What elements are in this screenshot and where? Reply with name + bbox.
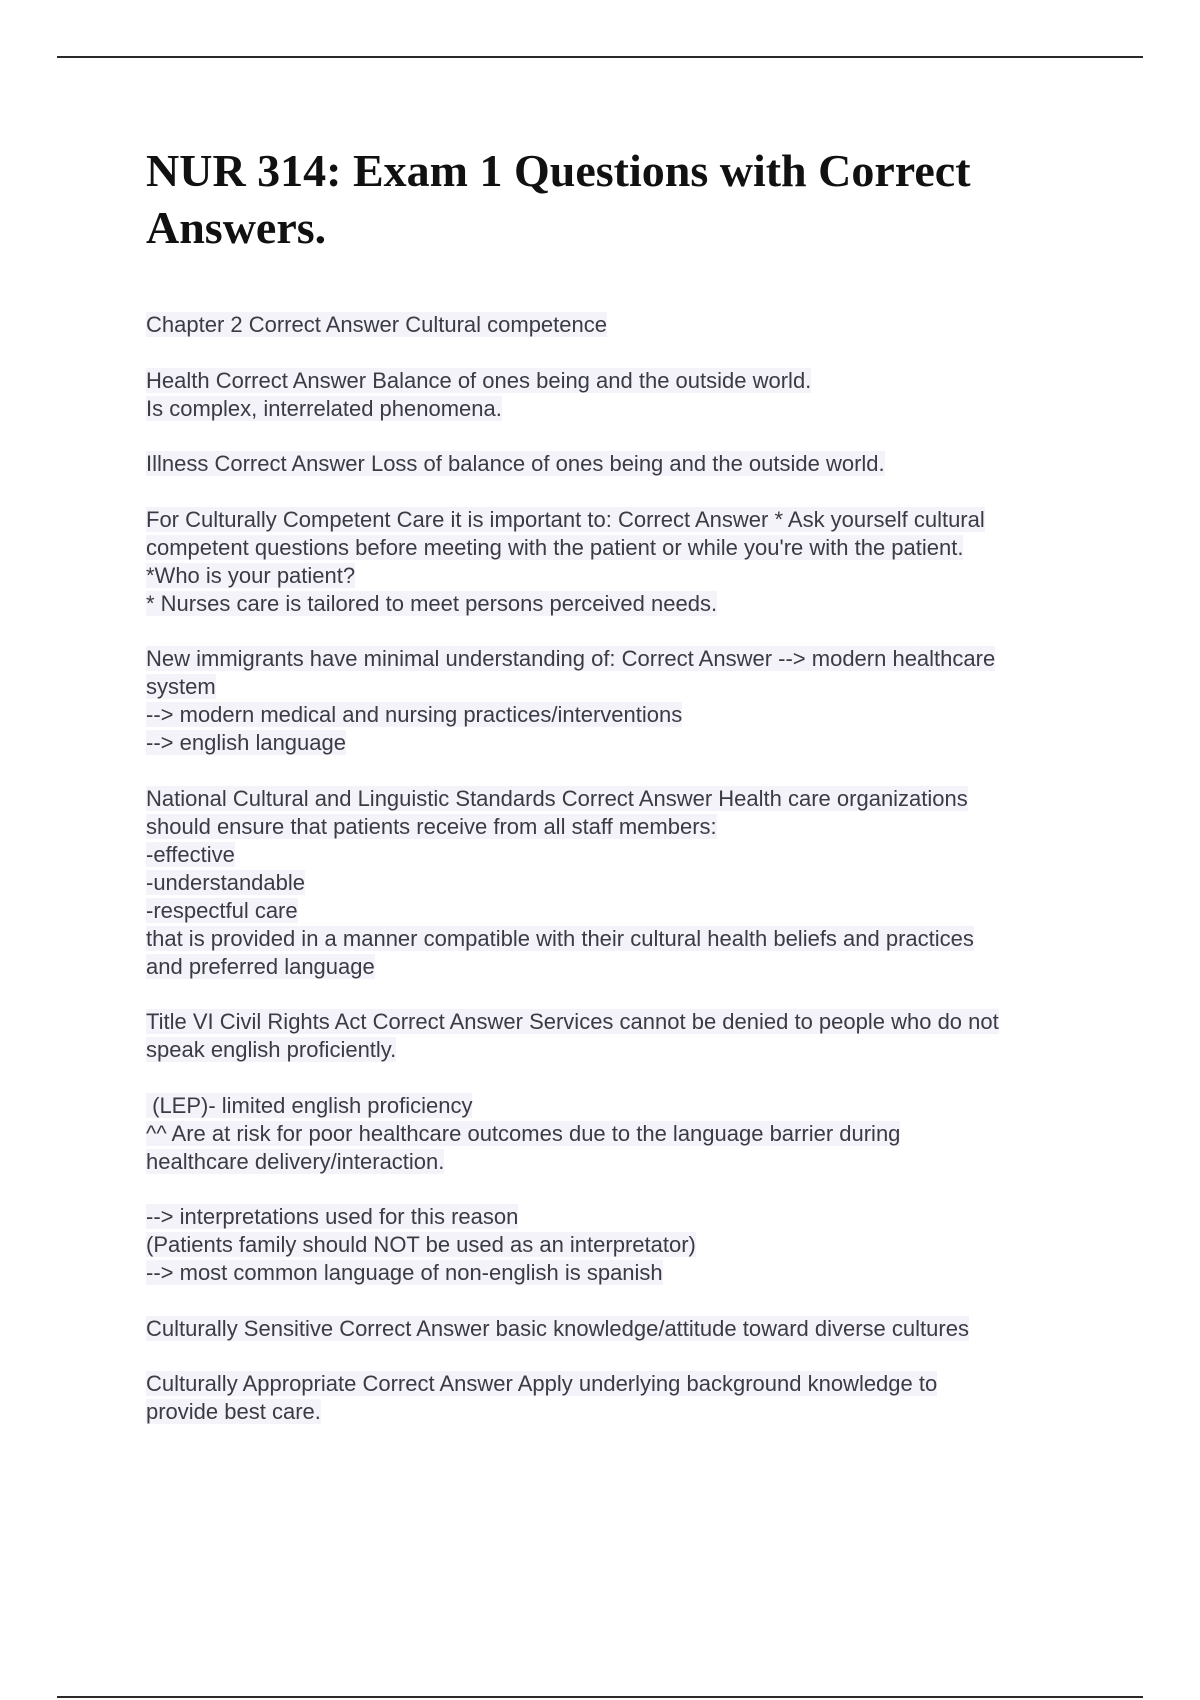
qa-line-text: --> interpretations used for this reason [146, 1204, 519, 1229]
qa-item [146, 450, 1096, 478]
qa-item [146, 506, 1096, 618]
qa-line [146, 841, 1096, 869]
qa-line-text: Chapter 2 Correct Answer Cultural competence [146, 312, 607, 337]
qa-line [146, 1231, 1096, 1259]
qa-line [146, 1008, 1096, 1036]
qa-line [146, 395, 1096, 423]
qa-line-text: Is complex, interrelated phenomena. [146, 395, 502, 421]
qa-line-text: For Culturally Competent Care it is important to: Correct Answer * Ask yourself cultural [146, 506, 985, 532]
qa-line-text: --> english language [146, 730, 346, 755]
qa-item [146, 311, 1096, 339]
qa-line [146, 534, 1096, 562]
qa-item [146, 1092, 1096, 1176]
qa-line [146, 1120, 1096, 1148]
qa-line-text: system [146, 674, 216, 699]
qa-line [146, 869, 1096, 897]
qa-item [146, 1008, 1096, 1064]
qa-line [146, 1259, 1096, 1287]
qa-line-text: that is provided in a manner compatible with their cultural health beliefs and practices [146, 925, 974, 951]
qa-item [146, 1315, 1096, 1343]
qa-line-text: * Nurses care is tailored to meet persons perceived needs. [146, 590, 718, 616]
qa-line [146, 506, 1096, 534]
qa-line-text: and preferred language [146, 953, 375, 979]
qa-line [146, 1203, 1096, 1231]
qa-line-text: speak english proficiently. [146, 1037, 397, 1062]
qa-line-text: -effective [146, 841, 235, 867]
qa-line-text: Culturally Appropriate Correct Answer Apply underlying background knowledge to [146, 1371, 938, 1396]
qa-line-text: Health Correct Answer Balance of ones being and the outside world. [146, 367, 812, 393]
qa-line-text: Illness Correct Answer Loss of balance of ones being and the outside world. [146, 451, 885, 476]
qa-line-text: --> modern medical and nursing practices/interventions [146, 702, 683, 727]
qa-line-text: should ensure that patients receive from all staff members: [146, 813, 717, 839]
qa-line [146, 1315, 1096, 1343]
qa-line-text: *Who is your patient? [146, 562, 356, 588]
qa-line-text: -respectful care [146, 897, 298, 923]
qa-line [146, 1036, 1096, 1064]
qa-item [146, 1203, 1096, 1287]
qa-line [146, 953, 1096, 981]
qa-item [146, 367, 1096, 423]
qa-line-text: competent questions before meeting with the patient or while you're with the patient. [146, 534, 964, 560]
qa-line [146, 367, 1096, 395]
qa-line [146, 813, 1096, 841]
qa-line [146, 729, 1096, 757]
qa-line [146, 925, 1096, 953]
qa-line-text: provide best care. [146, 1399, 321, 1424]
document-title: NUR 314: Exam 1 Questions with Correct Answers. [146, 145, 971, 253]
qa-line-text: National Cultural and Linguistic Standards Correct Answer Health care organizations [146, 785, 968, 811]
qa-item [146, 645, 1096, 757]
qa-line [146, 562, 1096, 590]
qa-line-text: New immigrants have minimal understanding of: Correct Answer --> modern healthcare [146, 646, 996, 671]
qa-line [146, 1092, 1096, 1120]
footer-rule [57, 1696, 1143, 1698]
qa-line-text: --> most common language of non-english is spanish [146, 1260, 663, 1285]
qa-line [146, 450, 1096, 478]
qa-line [146, 311, 1096, 339]
qa-line [146, 897, 1096, 925]
qa-line [146, 701, 1096, 729]
qa-line-text: Title VI Civil Rights Act Correct Answer Services cannot be denied to people who do not [146, 1009, 999, 1034]
qa-line-text: -understandable [146, 869, 306, 895]
qa-line [146, 1370, 1096, 1398]
qa-line [146, 645, 1096, 673]
qa-line-text: Culturally Sensitive Correct Answer basic knowledge/attitude toward diverse cultures [146, 1315, 969, 1341]
qa-line-text: ^^ Are at risk for poor healthcare outcomes due to the language barrier during [146, 1120, 901, 1146]
qa-line [146, 673, 1096, 701]
qa-list [146, 311, 1096, 1454]
qa-line [146, 590, 1096, 618]
qa-line-text: (LEP)- limited english proficiency [146, 1092, 473, 1118]
qa-line-text: (Patients family should NOT be used as an interpretator) [146, 1232, 696, 1257]
qa-line [146, 1398, 1096, 1426]
qa-line [146, 785, 1096, 813]
qa-line-text: healthcare delivery/interaction. [146, 1148, 445, 1174]
qa-item [146, 785, 1096, 981]
qa-line [146, 1148, 1096, 1176]
qa-item [146, 1370, 1096, 1426]
header-rule [57, 56, 1143, 58]
